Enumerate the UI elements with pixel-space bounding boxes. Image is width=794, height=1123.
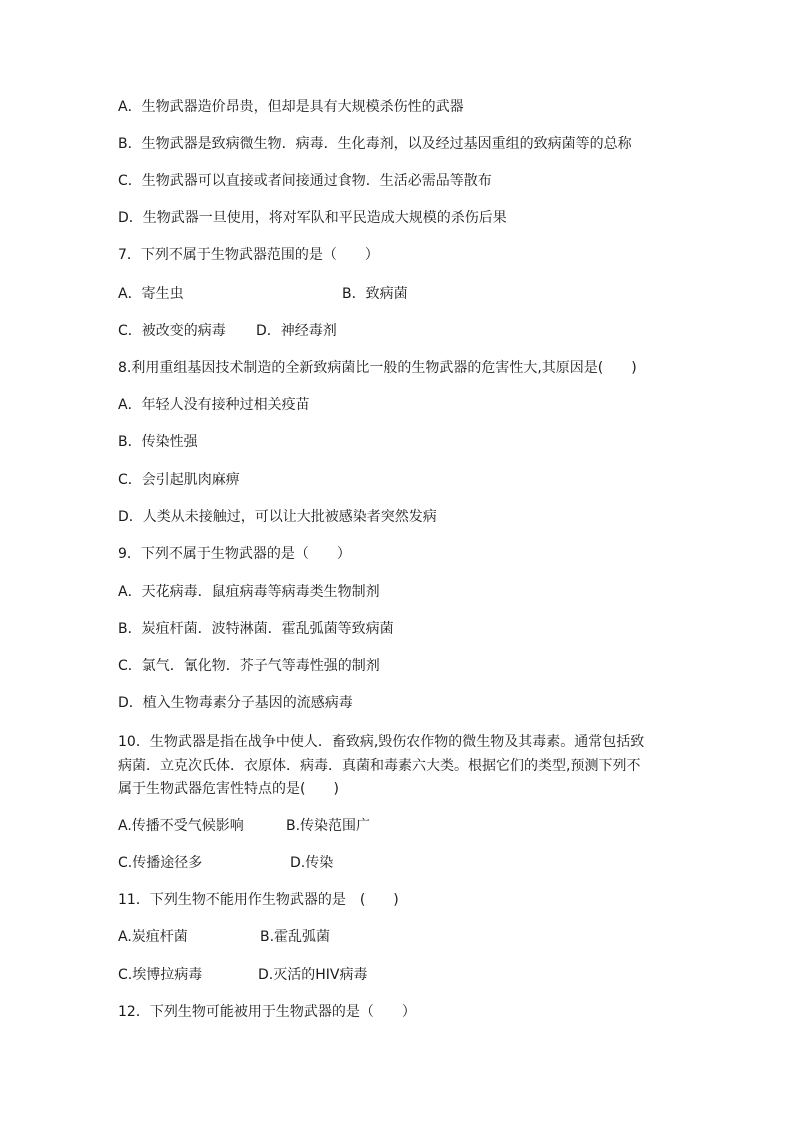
q9-option-d: D．植入生物毒素分子基因的流感病毒: [118, 695, 353, 711]
q8-option-b: B．传染性强: [118, 434, 198, 450]
q7-option-d: D．神经毒剂: [256, 323, 337, 339]
q9-option-c: C．氯气．氰化物．芥子气等毒性强的制剂: [118, 658, 380, 674]
q10-option-c: C.传播途径多: [118, 855, 203, 871]
q6-option-c: C．生物武器可以直接或者间接通过食物．生活必需品等散布: [118, 173, 492, 189]
q11-options-row-2: [118, 965, 368, 985]
q8-option-a: A．年轻人没有接种过相关疫苗: [118, 397, 310, 413]
q8-option-c: C．会引起肌肉麻痹: [118, 472, 240, 488]
q11-option-b: B.霍乱弧菌: [260, 929, 331, 945]
q9-stem: 9．下列不属于生物武器的是（ ）: [118, 546, 351, 562]
q9-option-b: B．炭疽杆菌．波特淋菌．霍乱弧菌等致病菌: [118, 621, 394, 637]
q7-stem: 7．下列不属于生物武器范围的是（ ）: [118, 247, 379, 263]
q9-option-a: A．天花病毒．鼠疽病毒等病毒类生物制剂: [118, 584, 380, 600]
q7-option-c: C．被改变的病毒: [118, 323, 226, 339]
q11-option-a: A.炭疽杆菌: [118, 929, 188, 945]
q11-option-d: D.灭活的HIV病毒: [258, 967, 368, 983]
q12-stem: 12．下列生物可能被用于生物武器的是（ ）: [118, 1004, 416, 1020]
q8-stem: 8.利用重组基因技术制造的全新致病菌比一般的生物武器的危害性大,其原因是( ): [118, 360, 637, 376]
q10-option-a: A.传播不受气候影响: [118, 818, 244, 834]
q6-option-b: B．生物武器是致病微生物．病毒．生化毒剂，以及经过基因重组的致病菌等的总称: [118, 136, 632, 152]
q8-option-d: D．人类从未接触过，可以让大批被感染者突然发病: [118, 509, 437, 525]
q7-option-a: A．寄生虫: [118, 286, 184, 302]
q10-options-row-2: [118, 853, 334, 873]
q7-options-row-2: [118, 321, 337, 341]
q11-option-c: C.埃博拉病毒: [118, 967, 203, 983]
q10-option-d: D.传染: [290, 855, 334, 871]
q10-option-b: B.传染范围广: [286, 818, 371, 834]
q11-stem: 11．下列生物不能用作生物武器的是 ( ): [118, 892, 399, 908]
q6-option-d: D．生物武器一旦使用，将对军队和平民造成大规模的杀伤后果: [118, 210, 507, 226]
q10-stem-line-2: 病菌．立克次氏体．衣原体．病毒．真菌和毒素六大类。根据它们的类型,预测下列不: [118, 758, 641, 774]
q10-stem-line-1: 10．生物武器是指在战争中使人．畜致病,毁伤农作物的微生物及其毒素。通常包括致: [118, 734, 645, 750]
q7-options-row-1: [118, 284, 408, 304]
q6-option-a: A．生物武器造价昂贵，但却是具有大规模杀伤性的武器: [118, 99, 464, 115]
q10-options-row-1: [118, 816, 371, 836]
q11-options-row-1: [118, 927, 331, 947]
q10-stem-line-3: 属于生物武器危害性特点的是( ): [118, 781, 339, 797]
q7-option-b: B．致病菌: [342, 286, 408, 302]
